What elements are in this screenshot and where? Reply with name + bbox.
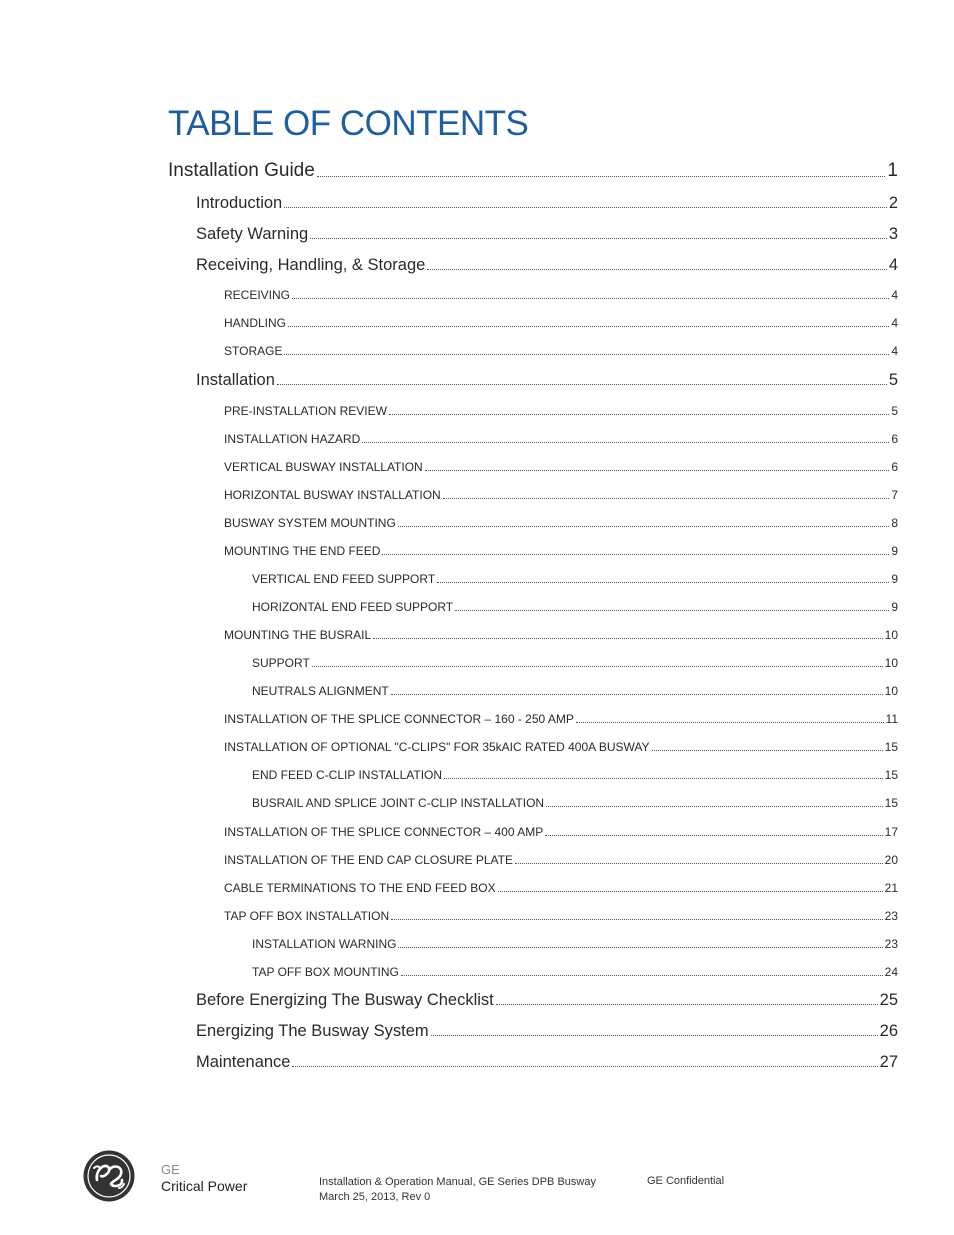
toc-entry[interactable] <box>224 881 898 895</box>
toc-entry-label: RECEIVING <box>224 288 291 302</box>
dot-leader <box>401 975 883 976</box>
toc-entry[interactable] <box>196 1022 898 1041</box>
toc-entry-label: INSTALLATION OF THE SPLICE CONNECTOR – 160 - 250 AMP <box>224 712 574 726</box>
dot-leader <box>425 470 890 471</box>
toc-entry[interactable] <box>252 965 898 979</box>
dot-leader <box>431 1035 878 1036</box>
toc-entry-page-number: 27 <box>879 1053 898 1071</box>
dot-leader <box>496 1004 878 1005</box>
toc-entry-page-number: 15 <box>884 740 898 754</box>
dot-leader <box>310 238 887 239</box>
manual-info <box>319 1175 596 1205</box>
dot-leader <box>546 806 883 807</box>
dot-leader <box>382 554 889 555</box>
toc-entry[interactable] <box>252 796 898 810</box>
toc-entry-label: Installation Guide <box>168 160 315 181</box>
toc-entry-label: Safety Warning <box>196 225 309 243</box>
toc-entry-label: MOUNTING THE BUSRAIL <box>224 628 372 642</box>
toc-entry-page-number: 9 <box>891 600 898 614</box>
toc-entry-page-number: 6 <box>891 432 898 446</box>
toc-entry-page-number: 3 <box>888 225 898 243</box>
ge-monogram-icon <box>83 1150 135 1202</box>
toc-entry-label: PRE-INSTALLATION REVIEW <box>224 404 387 418</box>
toc-entry[interactable] <box>224 628 898 642</box>
toc-entry[interactable] <box>252 656 898 670</box>
toc-entry-page-number: 25 <box>879 991 898 1009</box>
dot-leader <box>427 269 887 270</box>
toc-entry-page-number: 2 <box>888 194 898 212</box>
toc-entry-page-number: 1 <box>887 160 898 181</box>
dot-leader <box>284 354 889 355</box>
toc-entry-label: Energizing The Busway System <box>196 1022 429 1040</box>
toc-entry[interactable] <box>168 160 898 182</box>
toc-entry[interactable] <box>224 288 898 302</box>
toc-entry-label: VERTICAL BUSWAY INSTALLATION <box>224 460 423 474</box>
toc-entry[interactable] <box>196 225 898 244</box>
page-title: TABLE OF CONTENTS <box>168 104 529 143</box>
toc-entry-page-number: 10 <box>884 656 898 670</box>
toc-entry[interactable] <box>196 1053 898 1072</box>
toc-entry-page-number: 23 <box>884 937 898 951</box>
toc-entry-label: BUSRAIL AND SPLICE JOINT C-CLIP INSTALLATION <box>252 796 545 810</box>
toc-entry[interactable] <box>224 853 898 867</box>
dot-leader <box>292 298 889 299</box>
dot-leader <box>317 176 886 177</box>
toc-entry-label: NEUTRALS ALIGNMENT <box>252 684 389 698</box>
toc-entry-label: END FEED C-CLIP INSTALLATION <box>252 768 443 782</box>
toc-entry-page-number: 15 <box>884 796 898 810</box>
dot-leader <box>373 638 883 639</box>
division-name: Critical Power <box>161 1178 248 1194</box>
toc-entry-label: TAP OFF BOX MOUNTING <box>252 965 399 979</box>
toc-entry-page-number: 9 <box>891 544 898 558</box>
toc-entry-page-number: 8 <box>891 516 898 530</box>
toc-entry-page-number: 17 <box>884 825 898 839</box>
toc-entry-page-number: 10 <box>884 684 898 698</box>
toc-entry-label: CABLE TERMINATIONS TO THE END FEED BOX <box>224 881 496 895</box>
dot-leader <box>444 778 883 779</box>
toc-entry-label: Installation <box>196 371 275 389</box>
dot-leader <box>362 442 889 443</box>
confidentiality-label: GE Confidential <box>647 1175 725 1187</box>
page-footer <box>0 1145 954 1225</box>
toc-entry-label: HORIZONTAL END FEED SUPPORT <box>252 600 454 614</box>
toc-entry[interactable] <box>224 544 898 558</box>
dot-leader <box>652 750 883 751</box>
toc-entry[interactable] <box>252 684 898 698</box>
toc-entry-label: Before Energizing The Busway Checklist <box>196 991 494 1009</box>
toc-entry[interactable] <box>252 768 898 782</box>
dot-leader <box>312 666 883 667</box>
toc-entry-label: STORAGE <box>224 344 283 358</box>
toc-entry-label: MOUNTING THE END FEED <box>224 544 381 558</box>
toc-entry[interactable] <box>196 194 898 213</box>
toc-entry-label: BUSWAY SYSTEM MOUNTING <box>224 516 396 530</box>
toc-entry-label: TAP OFF BOX INSTALLATION <box>224 909 390 923</box>
dot-leader <box>391 919 883 920</box>
dot-leader <box>391 694 883 695</box>
toc-entry-label: INSTALLATION OF OPTIONAL "C-CLIPS" FOR 35kAIC RATED 400A BUSWAY <box>224 740 650 754</box>
toc-entry-label: SUPPORT <box>252 656 310 670</box>
toc-entry-page-number: 26 <box>879 1022 898 1040</box>
toc-entry-page-number: 6 <box>891 460 898 474</box>
toc-entry[interactable] <box>224 488 898 502</box>
dot-leader <box>288 326 889 327</box>
dot-leader <box>389 414 889 415</box>
manual-date: March 25, 2013, Rev 0 <box>319 1191 431 1203</box>
toc-entry-page-number: 4 <box>891 316 898 330</box>
dot-leader <box>292 1066 877 1067</box>
toc-entry[interactable] <box>224 460 898 474</box>
toc-entry-page-number: 24 <box>884 965 898 979</box>
toc-entry-label: Receiving, Handling, & Storage <box>196 256 426 274</box>
dot-leader <box>576 722 884 723</box>
toc-entry[interactable] <box>196 991 898 1010</box>
dot-leader <box>398 947 882 948</box>
toc-entry-label: INSTALLATION OF THE SPLICE CONNECTOR – 400 AMP <box>224 825 544 839</box>
toc-entry[interactable] <box>224 404 898 418</box>
toc-entry-label: Introduction <box>196 194 283 212</box>
toc-entry-page-number: 4 <box>888 256 898 274</box>
dot-leader <box>437 582 889 583</box>
toc-entry-page-number: 5 <box>888 371 898 389</box>
toc-entry-label: HORIZONTAL BUSWAY INSTALLATION <box>224 488 441 502</box>
company-name: GE <box>161 1162 180 1177</box>
toc-entry[interactable] <box>196 371 898 390</box>
dot-leader <box>284 207 887 208</box>
dot-leader <box>277 384 887 385</box>
toc-entry[interactable] <box>224 316 898 330</box>
toc-entry-page-number: 20 <box>884 853 898 867</box>
toc-entry-label: INSTALLATION OF THE END CAP CLOSURE PLATE <box>224 853 513 867</box>
toc-entry[interactable] <box>252 937 898 951</box>
dot-leader <box>455 610 889 611</box>
toc-entry-page-number: 9 <box>891 572 898 586</box>
toc-entry-label: INSTALLATION HAZARD <box>224 432 361 446</box>
toc-entry-page-number: 10 <box>884 628 898 642</box>
manual-title: Installation & Operation Manual, GE Series DPB Busway <box>319 1176 596 1188</box>
toc-entry[interactable] <box>252 572 898 586</box>
toc-entry-label: VERTICAL END FEED SUPPORT <box>252 572 436 586</box>
toc-entry[interactable] <box>252 600 898 614</box>
toc-entry-page-number: 21 <box>884 881 898 895</box>
toc-entry[interactable] <box>196 256 898 275</box>
toc-entry-page-number: 4 <box>891 344 898 358</box>
toc-entry-page-number: 4 <box>891 288 898 302</box>
dot-leader <box>498 891 883 892</box>
dot-leader <box>545 835 882 836</box>
toc-entry[interactable] <box>224 825 898 839</box>
toc-entry-label: Maintenance <box>196 1053 291 1071</box>
toc-entry[interactable] <box>224 432 898 446</box>
toc-entry-page-number: 23 <box>884 909 898 923</box>
toc-entry-label: INSTALLATION WARNING <box>252 937 397 951</box>
dot-leader <box>515 863 883 864</box>
toc-entry-page-number: 7 <box>891 488 898 502</box>
toc-entry-label: HANDLING <box>224 316 287 330</box>
toc-entry[interactable] <box>224 740 898 754</box>
toc-entry[interactable] <box>224 516 898 530</box>
dot-leader <box>443 498 890 499</box>
toc-entry-page-number: 5 <box>891 404 898 418</box>
toc-entry[interactable] <box>224 344 898 358</box>
toc-entry-page-number: 15 <box>884 768 898 782</box>
toc-entry[interactable] <box>224 712 898 726</box>
brand-block <box>161 1161 247 1195</box>
toc-entry[interactable] <box>224 909 898 923</box>
toc-entry-page-number: 11 <box>885 712 898 726</box>
dot-leader <box>398 526 890 527</box>
